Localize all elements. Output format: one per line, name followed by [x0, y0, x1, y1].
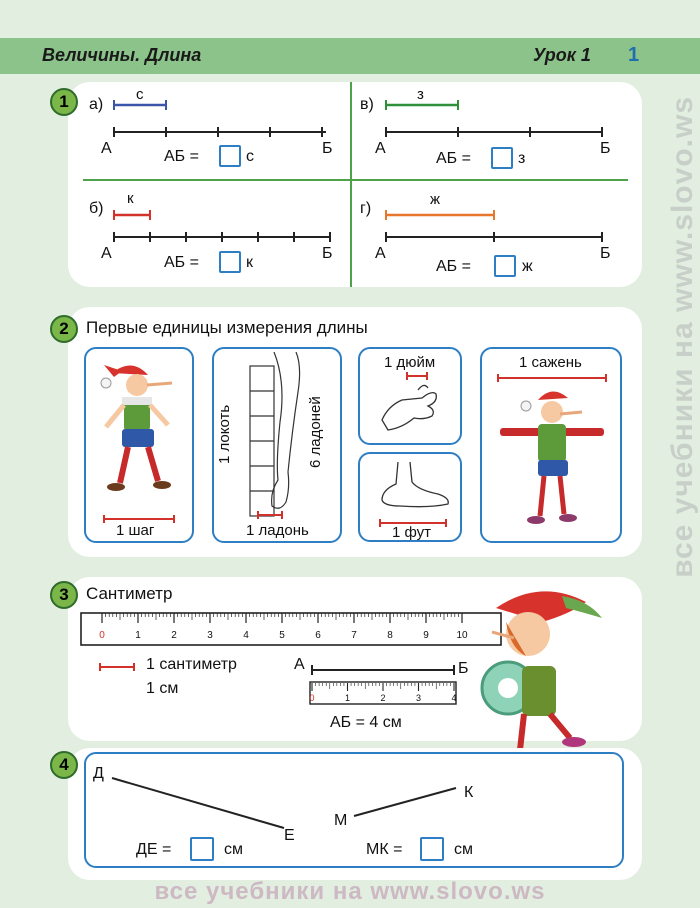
part-b-segments — [100, 205, 340, 255]
ruler-tick-label: 7 — [351, 630, 357, 641]
part-g-start: А — [375, 245, 386, 262]
cm-legend-label: 1 сантиметр — [146, 656, 237, 673]
fathom-label: 1 сажень — [519, 354, 582, 371]
bottom-watermark: все учебники на www.slovo.ws — [154, 878, 546, 905]
side-watermark: все учебники на www.slovo.ws — [666, 96, 699, 578]
answer-mk-unit: см — [454, 841, 473, 858]
task1-number: 1 — [50, 88, 78, 116]
part-v-answer-prefix: АБ = — [436, 150, 471, 167]
part-g-segments — [370, 205, 610, 255]
part-b-answer-unit: к — [246, 254, 253, 271]
part-a-answer-box[interactable] — [219, 145, 241, 167]
small-ruler-tick-label: 2 — [380, 693, 386, 703]
palms6-label: 6 ладоней — [307, 396, 324, 468]
lesson-label: Урок 1 — [533, 45, 591, 65]
part-a-label: а) — [89, 96, 104, 113]
inch-label: 1 дюйм — [384, 354, 436, 371]
part-b-answer-box[interactable] — [219, 251, 241, 273]
part-v-start: А — [375, 140, 386, 157]
answer-de-prefix: ДЕ = — [136, 841, 172, 858]
part-v-answer-unit: з — [518, 150, 526, 167]
hand-icon — [378, 380, 450, 436]
small-ruler-tick-label: 1 — [344, 693, 351, 703]
answer-mk-prefix: МК = — [366, 841, 403, 858]
ruler — [80, 612, 506, 646]
small-ruler-tick-label: 0 — [309, 693, 315, 703]
palm-measure-line — [256, 510, 286, 520]
ruler-tick-label: 2 — [171, 630, 177, 641]
cm-legend-line — [98, 662, 138, 672]
point-k: К — [464, 784, 474, 801]
part-a-segments — [100, 95, 340, 145]
part-g-label: г) — [360, 200, 372, 217]
ruler-tick-label: 4 — [243, 630, 249, 641]
ruler-tick-label: 9 — [423, 630, 429, 641]
point-d: Д — [93, 765, 104, 782]
inch-measure-line — [405, 372, 431, 380]
pinocchio-walking-icon — [92, 355, 186, 505]
part-b-answer-prefix: АБ = — [164, 254, 199, 271]
pinocchio-arms-spread-icon — [494, 384, 610, 534]
seg-start-label: А — [294, 656, 305, 673]
part-g-unit-name: ж — [430, 191, 441, 208]
part-g-answer-prefix: АБ = — [436, 258, 471, 275]
task3-number: 3 — [50, 581, 78, 609]
part-v-unit-name: з — [417, 86, 424, 103]
ruler-tick-label: 0 — [99, 630, 105, 641]
point-e: Е — [284, 827, 295, 844]
task3-title: Сантиметр — [86, 584, 173, 603]
answer-de-box[interactable] — [190, 837, 214, 861]
part-b-end: Б — [322, 245, 333, 262]
ruler-tick-label: 10 — [456, 630, 468, 641]
part-b-start: А — [101, 245, 112, 262]
ruler-tick-label: 6 — [315, 630, 321, 641]
part-v-end: Б — [600, 140, 611, 157]
part-b-unit-name: к — [127, 190, 134, 207]
small-ruler-tick-label: 3 — [415, 693, 422, 703]
elbow-label: 1 локоть — [216, 404, 233, 464]
part-a-end: Б — [322, 140, 333, 157]
ruler-tick-label: 8 — [387, 630, 393, 641]
part-g-end: Б — [600, 245, 611, 262]
part-a-start: А — [101, 140, 112, 157]
part-g-answer-box[interactable] — [494, 255, 516, 277]
part-b-label: б) — [89, 200, 104, 217]
task4-number: 4 — [50, 751, 78, 779]
part-g-answer-unit: ж — [522, 258, 533, 275]
ruler-tick-label: 1 — [135, 630, 141, 641]
point-m: М — [334, 812, 348, 829]
small-ruler — [308, 662, 458, 712]
task2-number: 2 — [50, 315, 78, 343]
answer-de-unit: см — [224, 841, 243, 858]
part-a-answer-unit: с — [246, 148, 254, 165]
page-number: 1 — [628, 44, 640, 66]
part-a-unit-name: с — [136, 86, 144, 103]
foot-label: 1 фут — [392, 524, 432, 541]
part-v-label: в) — [360, 96, 374, 113]
fathom-measure-line — [494, 374, 610, 382]
foot-icon — [370, 460, 454, 512]
part-v-segments — [370, 95, 610, 145]
palm-label: 1 ладонь — [246, 522, 309, 539]
pinocchio-with-ruler-icon — [470, 578, 610, 768]
page-title: Величины. Длина — [42, 45, 202, 65]
task3-result: АБ = 4 см — [330, 714, 402, 731]
part-v-answer-box[interactable] — [491, 147, 513, 169]
part-a-answer-prefix: АБ = — [164, 148, 199, 165]
step-label: 1 шаг — [116, 522, 155, 539]
task2-title: Первые единицы измерения длины — [86, 318, 368, 337]
ruler-tick-label: 3 — [207, 630, 213, 641]
answer-mk-box[interactable] — [420, 837, 444, 861]
ruler-tick-label: 5 — [279, 630, 285, 641]
cm-legend-short: 1 см — [146, 680, 179, 697]
small-ruler-tick-label: 4 — [451, 693, 457, 703]
seg-end-label: Б — [458, 660, 469, 677]
